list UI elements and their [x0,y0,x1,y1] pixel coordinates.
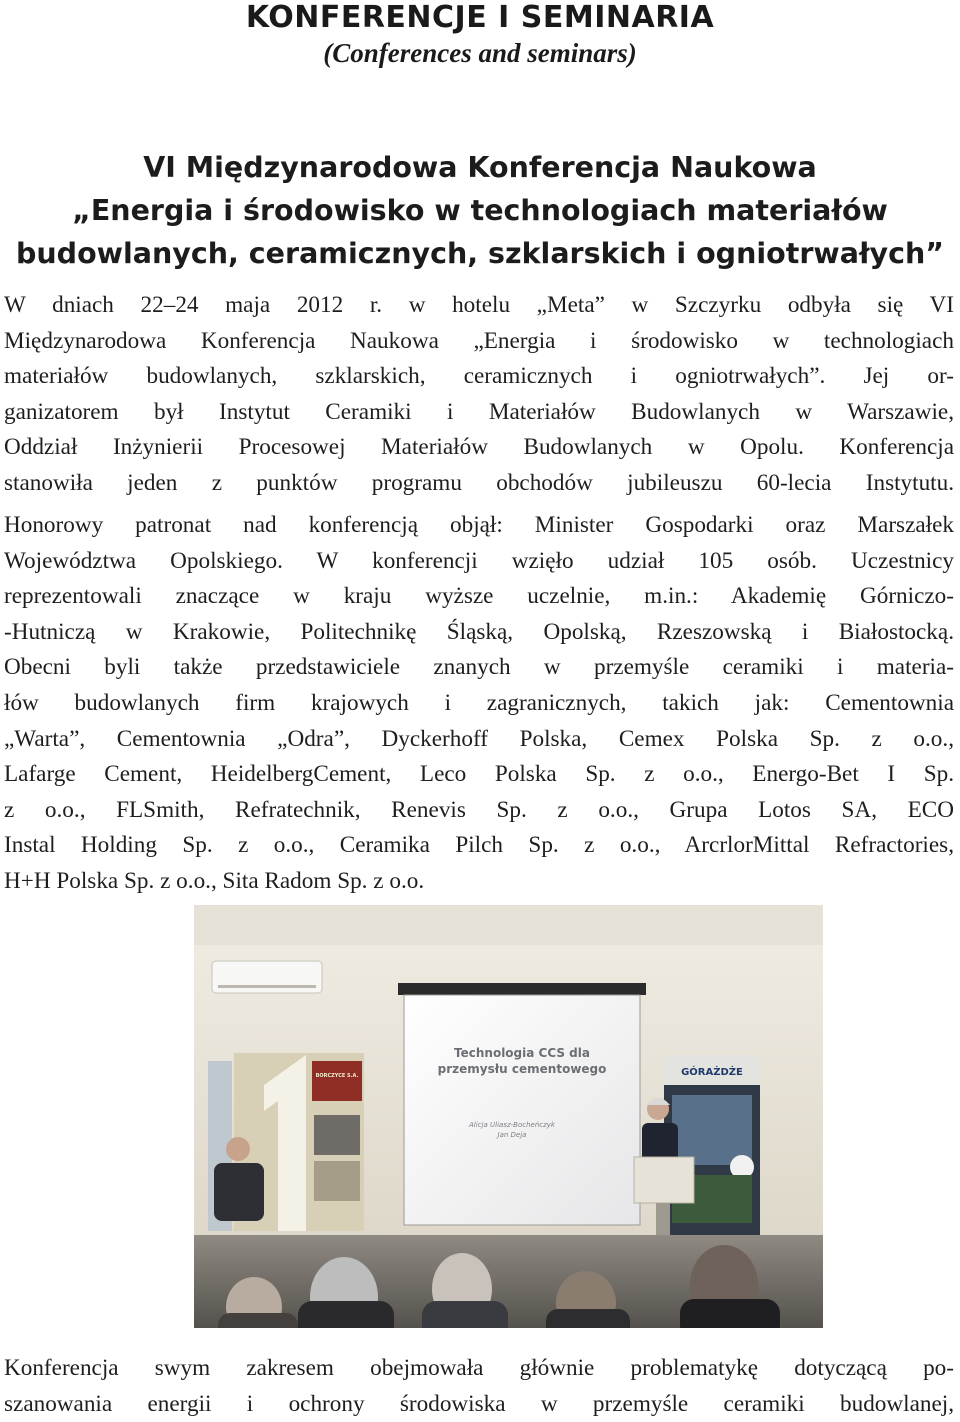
text-line: Województwa Opolskiego. W konferencji wzięło udział 105 osób. Uczestnicy [4,547,954,574]
text-line: stanowiła jeden z punktów programu obchodów jubileuszu 60-lecia Instytutu. [4,469,954,496]
left-banner-photo [314,1115,360,1155]
slide-title: Technologia CCS dla [454,1046,590,1060]
text-line: W dniach 22–24 maja 2012 r. w hotelu „Meta” w Szczyrku odbyła się VI [4,292,954,318]
ceiling [194,905,823,945]
left-banner-photo [314,1161,360,1201]
text-line: Obecni byli także przedstawiciele znanych w przemyśle ceramiki i materia- [4,654,954,681]
text-line: łów budowlanych firm krajowych i zagranicznych, takich jak: Cementownia [4,689,954,716]
panelist-head [226,1137,250,1161]
audience-shoulders [680,1299,780,1328]
conference-heading-line: budowlanych, ceramicznych, szklarskich i ogniotrwałych” [15,237,945,270]
text-line: Międzynarodowa Konferencja Naukowa „Energia i środowisko w technologiach [4,327,954,354]
conference-heading-line: VI Międzynarodowa Konferencja Naukowa [143,151,817,184]
text-line: „Warta”, Cementownia „Odra”, Dyckerhoff Polska, Cemex Polska Sp. z o.o., [4,725,954,752]
text-line: szanowania energii i ochrony środowiska w przemyśle ceramiki budowlanej, [4,1390,954,1417]
text-line: Lafarge Cement, HeidelbergCement, Leco Polska Sp. z o.o., Energo-Bet I Sp. [4,761,954,788]
audience-shoulders [422,1301,508,1328]
slide-title: przemysłu cementowego [437,1062,607,1076]
text-line: -Hutniczą w Krakowie, Politechnikę Śląską, Opolską, Rzeszowską i Białostocką. [4,618,954,645]
right-banner-brand: GÓRAŻDŻE [681,1067,743,1078]
air-conditioner-vent [218,985,316,988]
conference-photo-illustration [194,905,823,1328]
text-line: Konferencja swym zakresem obejmowała głównie problematykę dotyczącą po- [4,1355,954,1381]
text-line: H+H Polska Sp. z o.o., Sita Radom Sp. z o.o. [4,867,425,894]
section-subtitle: (Conferences and seminars) [323,38,637,68]
slide-authors: Alicja Uliasz-Bocheńczyk [469,1121,555,1129]
lectern [634,1157,694,1203]
section-title: KONFERENCJE I SEMINARIA [245,0,715,35]
screen-top-bar [398,983,646,995]
paragraph-participants [4,508,954,900]
left-banner-header [312,1061,362,1101]
conference-photo [194,905,823,1328]
conference-heading-line: „Energia i środowisko w technologiach materiałów [72,194,888,227]
slide-authors: Jan Deja [497,1131,527,1139]
text-line: materiałów budowlanych, szklarskich, ceramicznych i ogniotrwałych”. Jej or- [4,363,954,390]
text-line: Honorowy patronat nad konferencją objął: Minister Gospodarki oraz Marszałek [4,512,954,538]
paragraph-conference-intro [4,288,954,502]
air-conditioner [212,961,322,993]
right-banner-image [672,1095,752,1165]
text-line: ganizatorem był Instytut Ceramiki i Materiałów Budowlanych w Warszawie, [4,398,954,425]
panelist-body [214,1163,264,1221]
paragraph-conference-scope [4,1351,954,1422]
text-line: z o.o., FLSmith, Refratechnik, Renevis Sp. z o.o., Grupa Lotos SA, ECO [4,796,954,823]
projection-screen [404,995,640,1225]
text-line: Instal Holding Sp. z o.o., Ceramika Pilch Sp. z o.o., ArcrlorMittal Refractories, [4,832,954,859]
audience-shoulders [298,1301,394,1328]
text-line: Oddział Inżynierii Procesowej Materiałów Budowlanych w Opolu. Konferencja [4,434,954,461]
conference-heading [0,146,960,275]
text-line: reprezentowali znaczące w kraju wyższe uczelnie, m.in.: Akademię Górniczo- [4,583,954,610]
audience-shoulders [218,1313,298,1328]
audience-shoulders [546,1309,630,1328]
left-banner-text: BORCZYCE S.A. [315,1073,359,1079]
